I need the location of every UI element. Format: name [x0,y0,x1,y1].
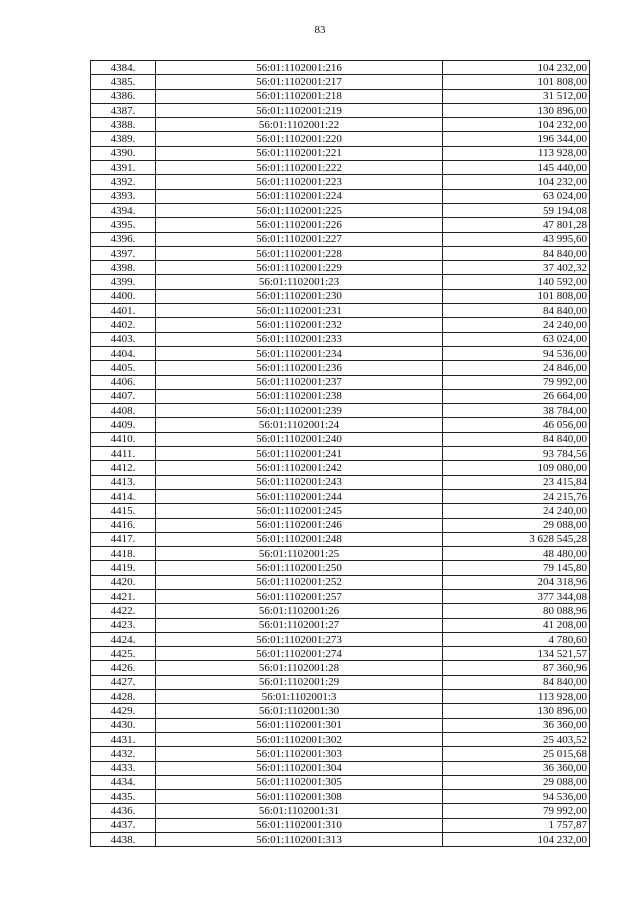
table-row [91,218,590,232]
table-row [91,118,590,132]
cadastral-number-cell: 56:01:1102001:244 [156,489,443,503]
cadastral-number-cell: 56:01:1102001:222 [156,161,443,175]
cadastral-number-cell: 56:01:1102001:217 [156,75,443,89]
cadastral-value-cell: 79 992,00 [443,375,590,389]
row-number-cell: 4398. [91,261,156,275]
row-number-cell: 4435. [91,790,156,804]
cadastral-number-cell: 56:01:1102001:3 [156,690,443,704]
cadastral-number-cell: 56:01:1102001:220 [156,132,443,146]
table-row [91,718,590,732]
row-number-cell: 4426. [91,661,156,675]
table-row [91,318,590,332]
cadastral-number-cell: 56:01:1102001:303 [156,747,443,761]
cadastral-value-cell: 79 992,00 [443,804,590,818]
cadastral-number-cell: 56:01:1102001:224 [156,189,443,203]
table-row [91,261,590,275]
table-row [91,461,590,475]
table-row [91,790,590,804]
cadastral-value-cell: 84 840,00 [443,246,590,260]
cadastral-value-cell: 41 208,00 [443,618,590,632]
row-number-cell: 4406. [91,375,156,389]
cadastral-value-cell: 109 080,00 [443,461,590,475]
row-number-cell: 4417. [91,532,156,546]
cadastral-value-cell: 79 145,80 [443,561,590,575]
cadastral-value-cell: 47 801,28 [443,218,590,232]
table-row [91,747,590,761]
cadastral-value-cell: 24 240,00 [443,318,590,332]
table-row [91,833,590,847]
table-row [91,690,590,704]
table-row [91,604,590,618]
row-number-cell: 4385. [91,75,156,89]
cadastral-number-cell: 56:01:1102001:310 [156,818,443,832]
table-row [91,275,590,289]
table-row [91,346,590,360]
cadastral-number-cell: 56:01:1102001:226 [156,218,443,232]
table-body [91,61,590,847]
row-number-cell: 4434. [91,775,156,789]
cadastral-value-cell: 94 536,00 [443,346,590,360]
cadastral-value-cell: 37 402,32 [443,261,590,275]
cadastral-value-cell: 130 896,00 [443,103,590,117]
row-number-cell: 4433. [91,761,156,775]
row-number-cell: 4431. [91,732,156,746]
table-row [91,532,590,546]
cadastral-number-cell: 56:01:1102001:231 [156,304,443,318]
cadastral-number-cell: 56:01:1102001:225 [156,203,443,217]
row-number-cell: 4393. [91,189,156,203]
table-row [91,161,590,175]
table-row [91,475,590,489]
cadastral-number-cell: 56:01:1102001:221 [156,146,443,160]
cadastral-value-cell: 29 088,00 [443,518,590,532]
table-row [91,246,590,260]
cadastral-value-cell: 48 480,00 [443,547,590,561]
cadastral-value-cell: 84 840,00 [443,675,590,689]
cadastral-value-cell: 204 318,96 [443,575,590,589]
cadastral-value-cell: 113 928,00 [443,690,590,704]
cadastral-value-cell: 59 194,08 [443,203,590,217]
row-number-cell: 4432. [91,747,156,761]
cadastral-number-cell: 56:01:1102001:234 [156,346,443,360]
cadastral-number-cell: 56:01:1102001:218 [156,89,443,103]
cadastral-value-cell: 196 344,00 [443,132,590,146]
table-row [91,504,590,518]
cadastral-number-cell: 56:01:1102001:24 [156,418,443,432]
row-number-cell: 4389. [91,132,156,146]
table-row [91,89,590,103]
cadastral-number-cell: 56:01:1102001:246 [156,518,443,532]
row-number-cell: 4384. [91,61,156,75]
cadastral-value-cell: 94 536,00 [443,790,590,804]
table-row [91,518,590,532]
cadastral-value-cell: 4 780,60 [443,632,590,646]
table-row [91,203,590,217]
row-number-cell: 4402. [91,318,156,332]
row-number-cell: 4405. [91,361,156,375]
row-number-cell: 4418. [91,547,156,561]
row-number-cell: 4429. [91,704,156,718]
table-row [91,675,590,689]
row-number-cell: 4414. [91,489,156,503]
row-number-cell: 4409. [91,418,156,432]
cadastral-value-cell: 104 232,00 [443,118,590,132]
table-row [91,489,590,503]
cadastral-value-cell: 130 896,00 [443,704,590,718]
page-number: 83 [314,24,326,36]
cadastral-number-cell: 56:01:1102001:302 [156,732,443,746]
cadastral-value-cell: 63 024,00 [443,332,590,346]
cadastral-value-cell: 36 360,00 [443,761,590,775]
cadastral-number-cell: 56:01:1102001:219 [156,103,443,117]
cadastral-number-cell: 56:01:1102001:313 [156,833,443,847]
cadastral-number-cell: 56:01:1102001:308 [156,790,443,804]
cadastral-number-cell: 56:01:1102001:228 [156,246,443,260]
cadastral-number-cell: 56:01:1102001:238 [156,389,443,403]
row-number-cell: 4428. [91,690,156,704]
cadastral-value-cell: 25 015,68 [443,747,590,761]
cadastral-value-cell: 25 403,52 [443,732,590,746]
cadastral-number-cell: 56:01:1102001:242 [156,461,443,475]
cadastral-value-cell: 134 521,57 [443,647,590,661]
cadastral-value-cell: 140 592,00 [443,275,590,289]
cadastral-value-cell: 113 928,00 [443,146,590,160]
table-row [91,818,590,832]
cadastral-number-cell: 56:01:1102001:31 [156,804,443,818]
table-row [91,804,590,818]
row-number-cell: 4419. [91,561,156,575]
table-row [91,304,590,318]
table-row [91,418,590,432]
row-number-cell: 4427. [91,675,156,689]
cadastral-number-cell: 56:01:1102001:23 [156,275,443,289]
row-number-cell: 4438. [91,833,156,847]
cadastral-number-cell: 56:01:1102001:240 [156,432,443,446]
table-row [91,361,590,375]
table-row [91,432,590,446]
table-row [91,375,590,389]
table-row [91,575,590,589]
row-number-cell: 4407. [91,389,156,403]
row-number-cell: 4401. [91,304,156,318]
cadastral-number-cell: 56:01:1102001:274 [156,647,443,661]
cadastral-number-cell: 56:01:1102001:304 [156,761,443,775]
cadastral-number-cell: 56:01:1102001:27 [156,618,443,632]
cadastral-value-table [90,60,590,847]
cadastral-value-cell: 24 240,00 [443,504,590,518]
table-row [91,632,590,646]
cadastral-value-cell: 84 840,00 [443,432,590,446]
row-number-cell: 4421. [91,589,156,603]
cadastral-value-cell: 3 628 545,28 [443,532,590,546]
row-number-cell: 4413. [91,475,156,489]
cadastral-value-cell: 104 232,00 [443,175,590,189]
cadastral-number-cell: 56:01:1102001:25 [156,547,443,561]
cadastral-value-cell: 31 512,00 [443,89,590,103]
row-number-cell: 4412. [91,461,156,475]
cadastral-number-cell: 56:01:1102001:241 [156,447,443,461]
cadastral-value-cell: 24 215,76 [443,489,590,503]
cadastral-number-cell: 56:01:1102001:230 [156,289,443,303]
row-number-cell: 4388. [91,118,156,132]
cadastral-value-cell: 43 995,60 [443,232,590,246]
cadastral-value-cell: 104 232,00 [443,61,590,75]
table-row [91,775,590,789]
cadastral-number-cell: 56:01:1102001:305 [156,775,443,789]
row-number-cell: 4408. [91,404,156,418]
table-row [91,732,590,746]
table-row [91,232,590,246]
cadastral-value-cell: 101 808,00 [443,289,590,303]
row-number-cell: 4415. [91,504,156,518]
table-row [91,61,590,75]
table-row [91,75,590,89]
table-row [91,289,590,303]
row-number-cell: 4422. [91,604,156,618]
table-row [91,389,590,403]
cadastral-value-cell: 104 232,00 [443,833,590,847]
cadastral-number-cell: 56:01:1102001:301 [156,718,443,732]
cadastral-number-cell: 56:01:1102001:29 [156,675,443,689]
table-row [91,561,590,575]
cadastral-number-cell: 56:01:1102001:245 [156,504,443,518]
cadastral-number-cell: 56:01:1102001:243 [156,475,443,489]
table-row [91,404,590,418]
row-number-cell: 4400. [91,289,156,303]
cadastral-value-cell: 63 024,00 [443,189,590,203]
cadastral-number-cell: 56:01:1102001:28 [156,661,443,675]
cadastral-value-cell: 29 088,00 [443,775,590,789]
table-row [91,175,590,189]
table-row [91,647,590,661]
table-row [91,332,590,346]
cadastral-number-cell: 56:01:1102001:227 [156,232,443,246]
row-number-cell: 4397. [91,246,156,260]
row-number-cell: 4395. [91,218,156,232]
row-number-cell: 4425. [91,647,156,661]
cadastral-number-cell: 56:01:1102001:232 [156,318,443,332]
row-number-cell: 4420. [91,575,156,589]
table-row [91,132,590,146]
row-number-cell: 4404. [91,346,156,360]
cadastral-value-cell: 93 784,56 [443,447,590,461]
cadastral-number-cell: 56:01:1102001:252 [156,575,443,589]
row-number-cell: 4430. [91,718,156,732]
row-number-cell: 4391. [91,161,156,175]
row-number-cell: 4390. [91,146,156,160]
cadastral-number-cell: 56:01:1102001:239 [156,404,443,418]
cadastral-value-cell: 26 664,00 [443,389,590,403]
table-row [91,547,590,561]
cadastral-number-cell: 56:01:1102001:250 [156,561,443,575]
table-row [91,103,590,117]
row-number-cell: 4410. [91,432,156,446]
row-number-cell: 4387. [91,103,156,117]
cadastral-number-cell: 56:01:1102001:223 [156,175,443,189]
cadastral-number-cell: 56:01:1102001:273 [156,632,443,646]
cadastral-value-cell: 377 344,08 [443,589,590,603]
cadastral-number-cell: 56:01:1102001:26 [156,604,443,618]
row-number-cell: 4386. [91,89,156,103]
cadastral-value-cell: 36 360,00 [443,718,590,732]
cadastral-value-cell: 24 846,00 [443,361,590,375]
cadastral-value-cell: 80 088,96 [443,604,590,618]
cadastral-value-cell: 38 784,00 [443,404,590,418]
table-row [91,704,590,718]
table-row [91,618,590,632]
cadastral-number-cell: 56:01:1102001:237 [156,375,443,389]
cadastral-number-cell: 56:01:1102001:22 [156,118,443,132]
row-number-cell: 4392. [91,175,156,189]
table-row [91,447,590,461]
row-number-cell: 4436. [91,804,156,818]
cadastral-number-cell: 56:01:1102001:233 [156,332,443,346]
cadastral-number-cell: 56:01:1102001:248 [156,532,443,546]
cadastral-number-cell: 56:01:1102001:216 [156,61,443,75]
cadastral-number-cell: 56:01:1102001:257 [156,589,443,603]
row-number-cell: 4424. [91,632,156,646]
cadastral-value-cell: 87 360,96 [443,661,590,675]
table-row [91,661,590,675]
row-number-cell: 4396. [91,232,156,246]
cadastral-number-cell: 56:01:1102001:30 [156,704,443,718]
cadastral-value-cell: 23 415,84 [443,475,590,489]
row-number-cell: 4437. [91,818,156,832]
row-number-cell: 4416. [91,518,156,532]
cadastral-number-cell: 56:01:1102001:236 [156,361,443,375]
table-row [91,146,590,160]
row-number-cell: 4403. [91,332,156,346]
row-number-cell: 4423. [91,618,156,632]
cadastral-value-cell: 101 808,00 [443,75,590,89]
table-row [91,589,590,603]
cadastral-number-cell: 56:01:1102001:229 [156,261,443,275]
row-number-cell: 4399. [91,275,156,289]
cadastral-value-cell: 145 440,00 [443,161,590,175]
cadastral-value-cell: 1 757,87 [443,818,590,832]
row-number-cell: 4394. [91,203,156,217]
cadastral-value-cell: 46 056,00 [443,418,590,432]
row-number-cell: 4411. [91,447,156,461]
table-row [91,189,590,203]
table-row [91,761,590,775]
cadastral-value-cell: 84 840,00 [443,304,590,318]
